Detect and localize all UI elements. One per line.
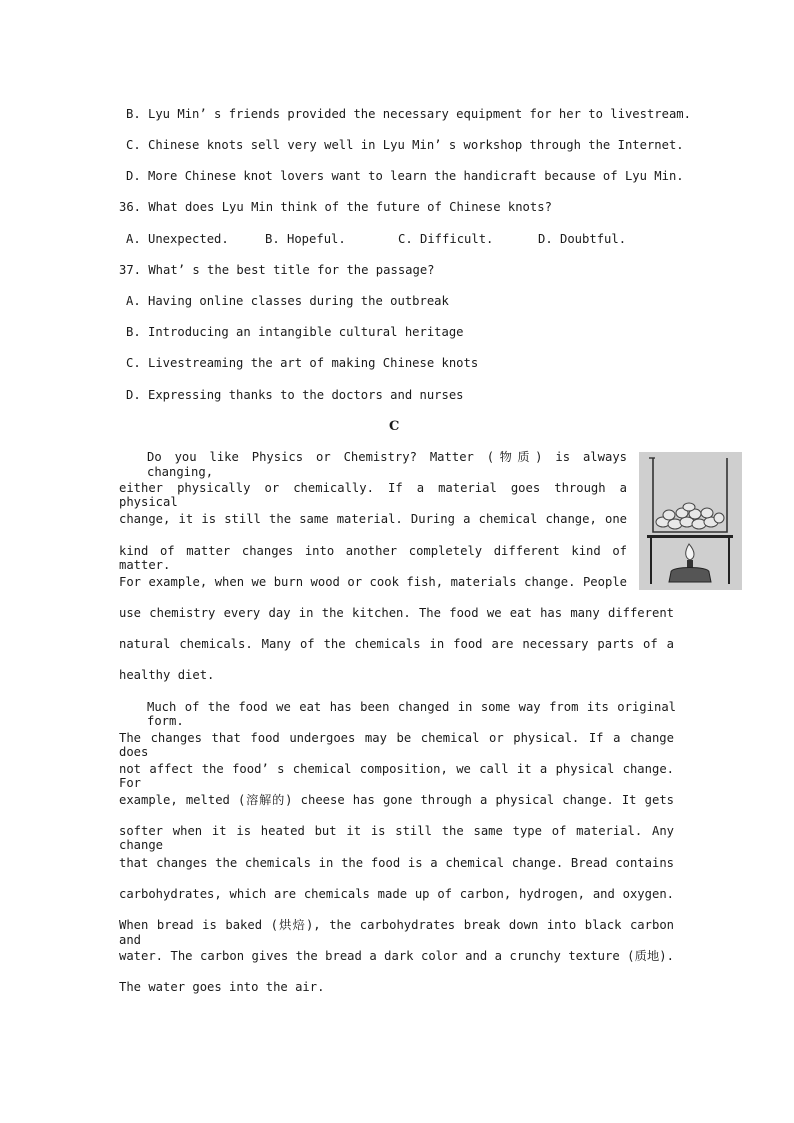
q36-option-c: C. Difficult. — [398, 232, 494, 246]
section-title: C — [389, 419, 400, 434]
beaker-burner-illustration — [639, 452, 742, 590]
q36-option-b: B. Hopeful. — [265, 232, 346, 246]
para2-line-6: that changes the chemicals in the food is a chemical change. Bread contains — [119, 856, 674, 870]
q36-stem: 36. What does Lyu Min think of the future of Chinese knots? — [119, 200, 552, 214]
para1-line-4: kind of matter changes into another completely different kind of matter. — [119, 544, 627, 572]
para1-line-8: healthy diet. — [119, 668, 215, 682]
q36-option-a: A. Unexpected. — [126, 232, 229, 246]
q37-option-d: D. Expressing thanks to the doctors and nurses — [126, 388, 464, 402]
q37-stem: 37. What’ s the best title for the passage? — [119, 263, 435, 277]
para2-line-9: water. The carbon gives the bread a dark color and a crunchy texture (质地). — [119, 949, 674, 963]
q37-option-a: A. Having online classes during the outbreak — [126, 294, 449, 308]
para2-line-2: The changes that food undergoes may be chemical or physical. If a change does — [119, 731, 674, 759]
para2-line-1: Much of the food we eat has been changed in some way from its original form. — [147, 700, 676, 728]
para2-line-4: example, melted (溶解的) cheese has gone through a physical change. It gets — [119, 793, 674, 807]
q35-option-c: C. Chinese knots sell very well in Lyu Min’ s workshop through the Internet. — [126, 138, 684, 152]
q35-option-b: B. Lyu Min’ s friends provided the necessary equipment for her to livestream. — [126, 107, 691, 121]
para1-line-3: change, it is still the same material. During a chemical change, one — [119, 512, 627, 526]
para1-line-7: natural chemicals. Many of the chemicals in food are necessary parts of a — [119, 637, 674, 651]
q37-option-b: B. Introducing an intangible cultural heritage — [126, 325, 464, 339]
q36-option-d: D. Doubtful. — [538, 232, 627, 246]
q35-option-d: D. More Chinese knot lovers want to learn the handicraft because of Lyu Min. — [126, 169, 684, 183]
q37-option-c: C. Livestreaming the art of making Chinese knots — [126, 356, 479, 370]
para1-line-1: Do you like Physics or Chemistry? Matter (物质) is always changing, — [147, 450, 627, 479]
para2-line-3: not affect the food’ s chemical composition, we call it a physical change. For — [119, 762, 674, 790]
para1-line-6: use chemistry every day in the kitchen. The food we eat has many different — [119, 606, 674, 620]
para2-line-8: When bread is baked (烘焙), the carbohydrates break down into black carbon and — [119, 918, 674, 947]
para2-line-5: softer when it is heated but it is still the same type of material. Any change — [119, 824, 674, 852]
para2-line-7: carbohydrates, which are chemicals made up of carbon, hydrogen, and oxygen. — [119, 887, 674, 901]
para1-line-2: either physically or chemically. If a material goes through a physical — [119, 481, 627, 509]
para1-line-5: For example, when we burn wood or cook fish, materials change. People — [119, 575, 627, 589]
para2-line-10: The water goes into the air. — [119, 980, 325, 994]
